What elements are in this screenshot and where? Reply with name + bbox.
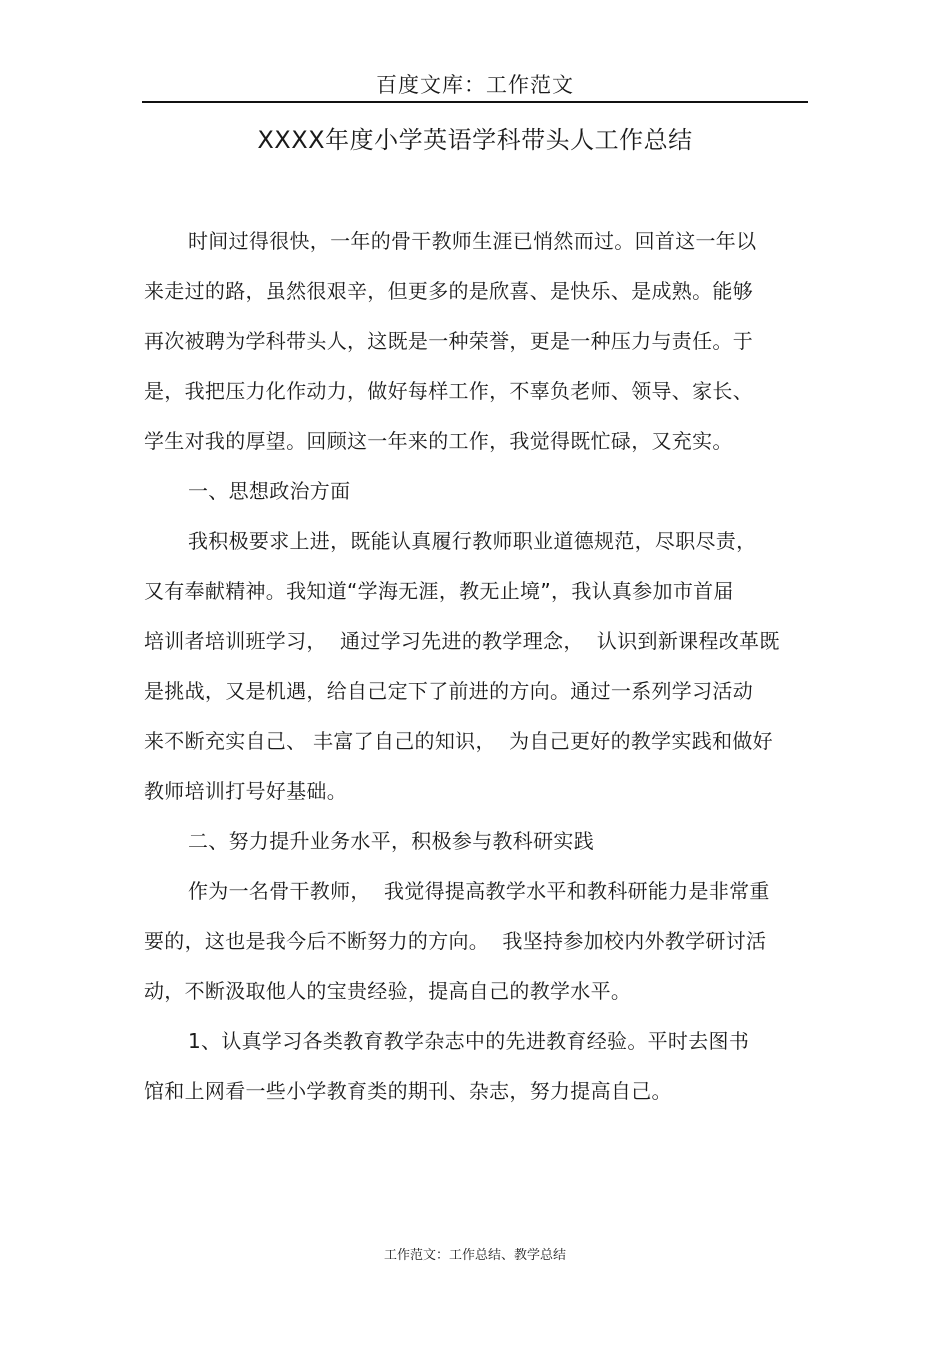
paragraph-line: 馆和上网看一些小学教育类的期刊、杂志，努力提高自己。 xyxy=(144,1079,672,1103)
paragraph-line: 动，不断汲取他人的宝贵经验，提高自己的教学水平。 xyxy=(144,979,632,1003)
paragraph-line: 来不断充实自己、 丰富了自己的知识， 为自己更好的教学实践和做好 xyxy=(144,729,773,753)
paragraph-line: 再次被聘为学科带头人，这既是一种荣誉，更是一种压力与责任。于 xyxy=(144,329,753,353)
document-body xyxy=(144,216,810,1116)
paragraph-line: 培训者培训班学习， 通过学习先进的教学理念， 认识到新课程改革既 xyxy=(144,629,780,653)
paragraph-line: 学生对我的厚望。回顾这一年来的工作，我觉得既忙碌，又充实。 xyxy=(144,429,733,453)
header-divider xyxy=(142,101,808,103)
paragraph-line: 教师培训打号好基础。 xyxy=(144,779,347,803)
section-heading: 二、努力提升业务水平，积极参与教科研实践 xyxy=(188,829,594,853)
paragraph-line: 作为一名骨干教师， 我觉得提高教学水平和教科研能力是非常重 xyxy=(188,879,770,903)
paragraph-line: 是，我把压力化作动力，做好每样工作，不辜负老师、领导、家长、 xyxy=(144,379,753,403)
document-title: XXXX年度小学英语学科带头人工作总结 xyxy=(257,126,693,154)
paragraph-line: 要的，这也是我今后不断努力的方向。 我坚持参加校内外教学研讨活 xyxy=(144,929,767,953)
section-heading: 一、思想政治方面 xyxy=(188,479,351,503)
list-item-line: 1、认真学习各类教育教学杂志中的先进教育经验。平时去图书 xyxy=(188,1029,750,1053)
paragraph-line: 我积极要求上进，既能认真履行教师职业道德规范，尽职尽责， xyxy=(188,529,757,553)
paragraph-line: 时间过得很快，一年的骨干教师生涯已悄然而过。回首这一年以 xyxy=(188,229,757,253)
paragraph-line: 是挑战，又是机遇，给自己定下了前进的方向。通过一系列学习活动 xyxy=(144,679,753,703)
page-header: 百度文库：工作范文 xyxy=(376,73,574,97)
paragraph-line: 又有奉献精神。我知道“学海无涯，教无止境”，我认真参加市首届 xyxy=(144,579,734,603)
page-footer: 工作范文：工作总结、教学总结 xyxy=(383,1248,566,1263)
paragraph-line: 来走过的路，虽然很艰辛，但更多的是欣喜、是快乐、是成熟。能够 xyxy=(144,279,753,303)
